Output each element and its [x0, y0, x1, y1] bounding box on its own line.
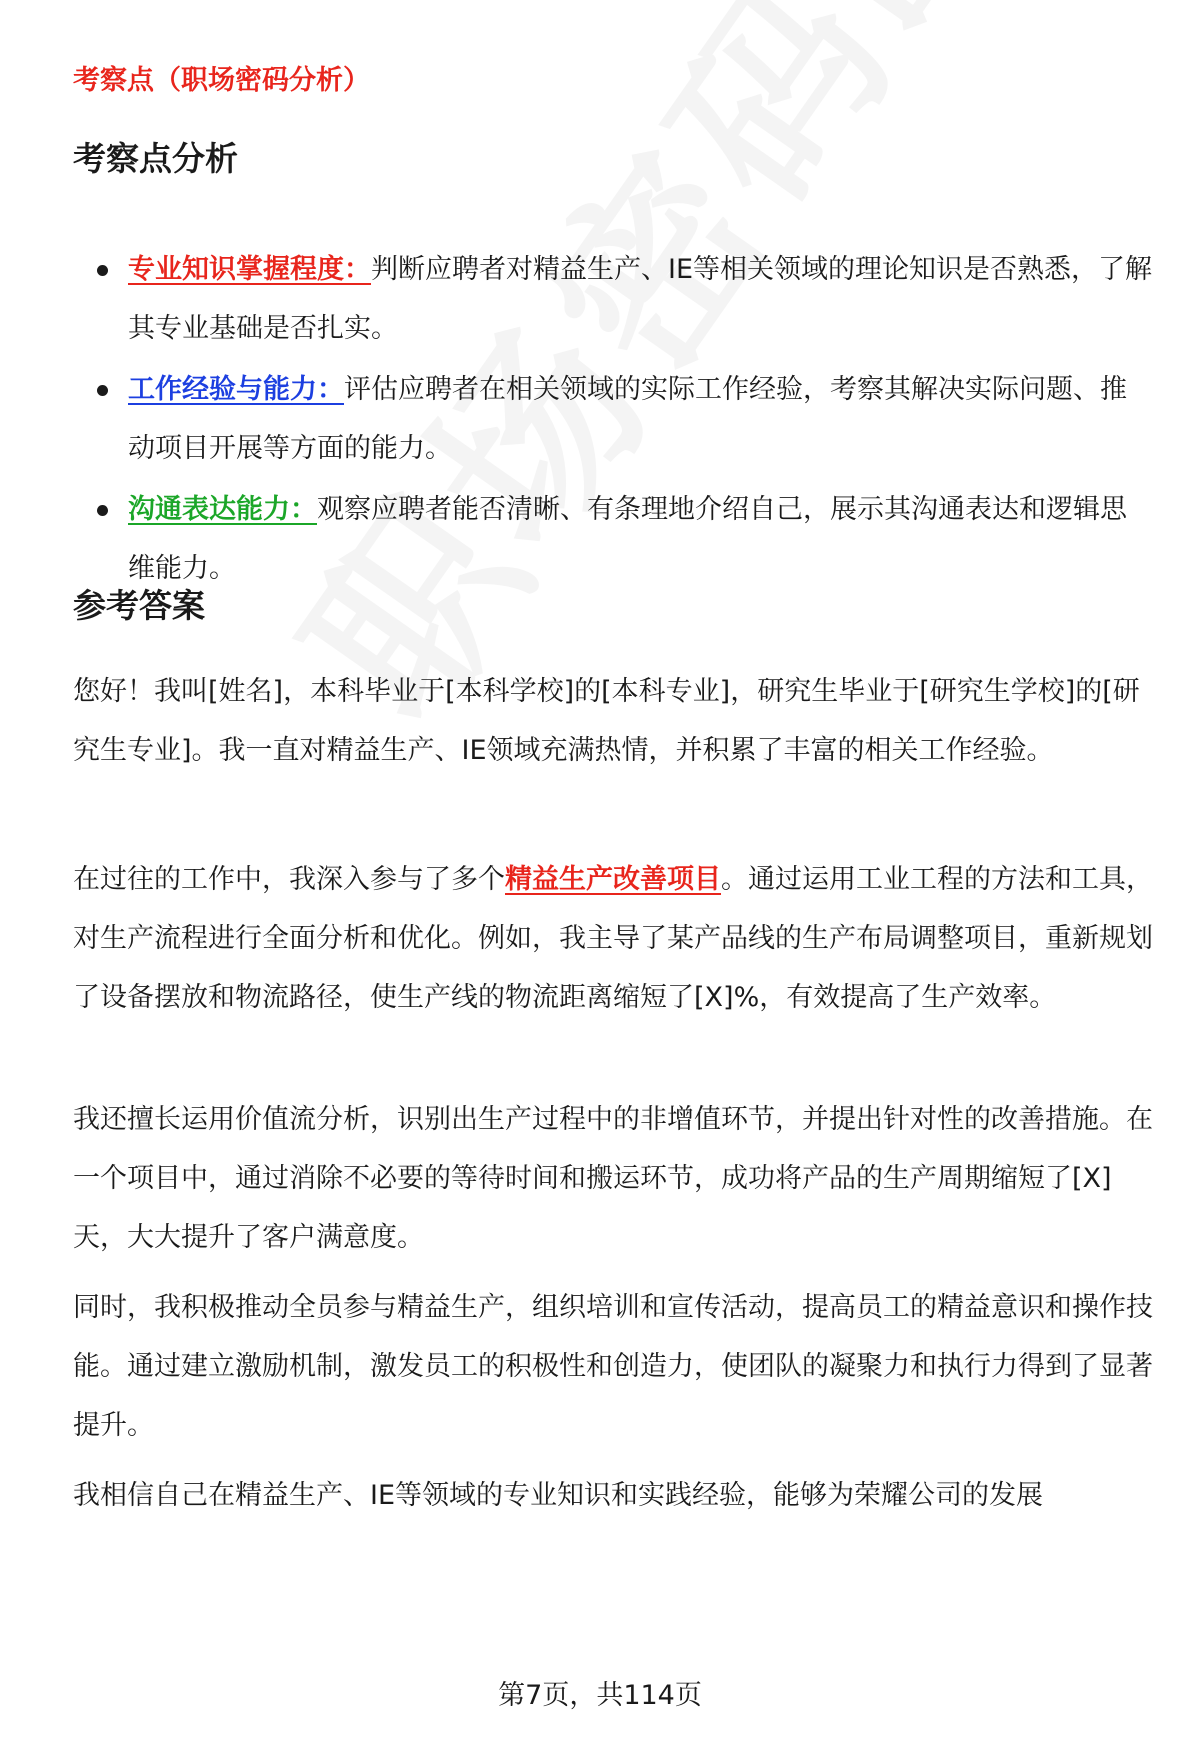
analysis-list — [73, 240, 1153, 600]
keyword-professional-knowledge: 专业知识掌握程度： — [128, 254, 371, 285]
answer-paragraph-3: 我还擅长运用价值流分析，识别出生产过程中的非增值环节，并提出针对性的改善措施。在一个项目中，通过消除不必要的等待时间和搬运环节，成功将产品的生产周期缩短了[X]天，大大提升了客户满意度。 — [73, 1104, 1153, 1253]
list-item — [73, 240, 1153, 358]
answer-paragraph-4: 同时，我积极推动全员参与精益生产，组织培训和宣传活动，提高员工的精益意识和操作技能。通过建立激励机制，激发员工的积极性和创造力，使团队的凝聚力和执行力得到了显著提升。 — [73, 1292, 1153, 1441]
item-text: 观察应聘者能否清晰、有条理地介绍自己，展示其沟通表达和逻辑思维能力。 — [128, 494, 1127, 584]
answer-paragraph-5: 我相信自己在精益生产、IE等领域的专业知识和实践经验，能够为荣耀公司的发展 — [73, 1480, 1044, 1511]
list-item — [73, 480, 1153, 598]
paragraph-text: 在过往的工作中，我深入参与了多个 — [73, 864, 505, 895]
answer-paragraph-1: 您好！我叫[姓名]，本科毕业于[本科学校]的[本科专业]，研究生毕业于[研究生学校]的[研究生专业]。我一直对精益生产、IE领域充满热情，并积累了丰富的相关工作经验。 — [73, 676, 1140, 766]
keyword-communication: 沟通表达能力： — [128, 494, 317, 525]
bullet-icon — [97, 505, 108, 516]
section-label: 考察点（职场密码分析） — [73, 65, 370, 96]
keyword-work-experience: 工作经验与能力： — [128, 374, 344, 405]
analysis-heading: 考察点分析 — [73, 139, 238, 178]
answer-heading: 参考答案 — [73, 586, 205, 625]
answer-paragraph-2 — [73, 850, 1158, 1027]
item-text: 评估应聘者在相关领域的实际工作经验，考察其解决实际问题、推动项目开展等方面的能力。 — [128, 374, 1127, 464]
list-item — [73, 360, 1153, 478]
bullet-icon — [97, 385, 108, 396]
paragraph-text: 。通过运用工业工程的方法和工具，对生产流程进行全面分析和优化。例如，我主导了某产品线的生产布局调整项目，重新规划了设备摆放和物流路径，使生产线的物流距离缩短了[X]%，有效提高了生产效率。 — [73, 864, 1153, 1013]
bullet-icon — [97, 265, 108, 276]
page-number: 第7页，共114页 — [498, 1680, 702, 1711]
item-text: 判断应聘者对精益生产、IE等相关领域的理论知识是否熟悉，了解其专业基础是否扎实。 — [128, 254, 1153, 344]
highlight-lean-projects: 精益生产改善项目 — [505, 864, 721, 895]
